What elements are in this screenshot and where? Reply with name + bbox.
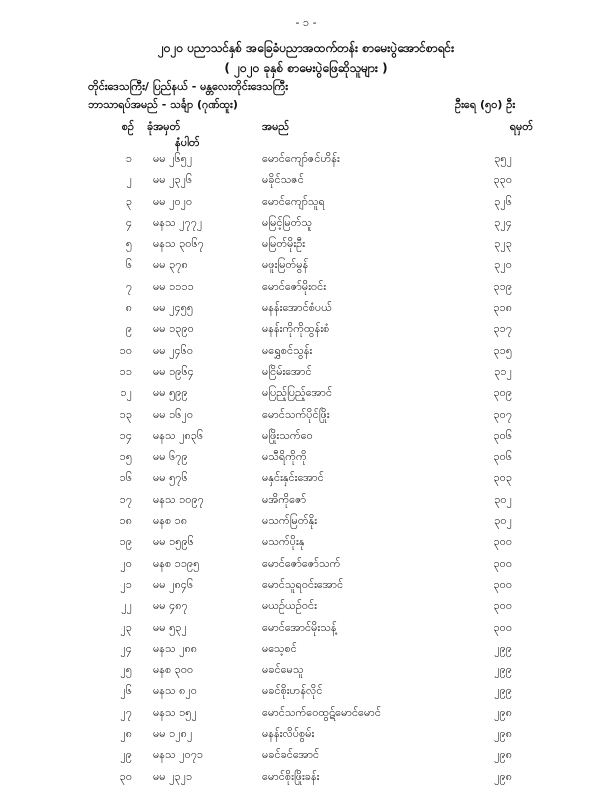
row-number: ၁၉ [119, 535, 132, 549]
table-row [0, 725, 612, 746]
roll-number: မမ ၁၁၁၁ [153, 279, 194, 293]
roll-number: မမ ၂၀၂၀ [153, 194, 193, 208]
row-number: ၁၃ [119, 407, 132, 421]
student-name: မနန်းအောင်စံပယ် [262, 301, 332, 315]
roll-number: မနစ ၁၁၉၅ [153, 556, 200, 570]
roll-number: မနသ ၂၀၇၁ [153, 748, 204, 762]
marks-value: ၃၅၂ [494, 152, 512, 165]
roll-number: မမ ၆၇၉ [153, 450, 188, 464]
table-row [0, 469, 612, 490]
marks-value: ၃၂၆ [494, 194, 512, 208]
marks-value: ၂၉၉ [494, 684, 512, 698]
row-number: ၆ [125, 258, 132, 272]
marks-value: ၃၀၂ [494, 514, 512, 528]
marks-value: ၃၁၇ [493, 322, 512, 336]
student-name: မမြတ်မိုးဦး [262, 237, 306, 251]
marks-value: ၂၉၉ [494, 641, 512, 655]
page-number: - ၁ - [295, 16, 317, 29]
student-name: မပြည့်ပြည့်အောင် [262, 386, 333, 400]
row-number: ၃၀ [119, 769, 132, 783]
table-row [0, 150, 612, 171]
student-name: မနှင်းနှင်းအောင် [262, 471, 324, 485]
student-name: မရွှေစင်သွန်း [262, 343, 313, 357]
marks-value: ၃၀၆ [493, 450, 512, 464]
student-name: မအိကိုဇော် [262, 492, 307, 506]
row-number: ၂ [126, 173, 132, 187]
roll-number: မနသ ၁၅၂ [153, 705, 197, 719]
marks-value: ၃၁၅ [493, 343, 512, 357]
row-number: ၂၄ [120, 641, 132, 655]
student-name: မခင်မေသူ [262, 663, 304, 677]
row-number: ၁၂ [120, 386, 132, 400]
student-name: မသက်ပိုးနု [262, 535, 305, 549]
table-row [0, 661, 612, 682]
table-row [0, 320, 612, 341]
table-row [0, 427, 612, 448]
marks-value: ၂၉၈ [494, 769, 512, 783]
table-row [0, 768, 612, 789]
document-subtitle: ( ၂၀၂၀ ခုနှစ် စာမေးပွဲဖြေဆိုသူများ ) [224, 61, 388, 75]
student-name: မောင်ဇော်ဇော်သက် [262, 556, 341, 570]
document-title: ၂၀၂၀ ပညာသင်နှစ် အခြေခံပညာအထက်တန်း စာမေးပွဲအောင်စာရင်း [157, 41, 455, 55]
student-name: မဖူးမြတ်မွန် [262, 258, 309, 272]
roll-number: မမ ၅၉၉ [153, 386, 188, 400]
column-header-name: အမည် [262, 120, 290, 133]
table-row [0, 640, 612, 661]
roll-number: မမ ၃၇၈ [153, 258, 188, 272]
table-row [0, 704, 612, 725]
table-row [0, 235, 612, 256]
marks-value: ၃၂၄ [494, 215, 512, 229]
table-row [0, 214, 612, 235]
table-row [0, 278, 612, 299]
roll-number: မမ ၁၉၆၄ [153, 364, 194, 378]
column-header-roll-sub: နံပါတ် [175, 136, 200, 149]
student-name: မောင်အောင်မိုးသန့် [262, 620, 337, 634]
roll-number: မနစ ၁၈ [153, 514, 188, 528]
roll-number: မနသ ၂၈၃၆ [153, 428, 204, 442]
marks-value: ၃၀၀ [493, 535, 512, 549]
table-row [0, 597, 612, 618]
roll-number: မမ ၅၇၆ [153, 471, 188, 485]
marks-value: ၃၀၆ [493, 428, 512, 442]
roll-number: မမ ၂၈၄၆ [153, 577, 194, 591]
student-name: မငြိမ်းအောင် [262, 364, 312, 378]
row-number: ၂၀ [120, 556, 132, 570]
marks-value: ၃၁၂ [494, 364, 512, 378]
roll-number: မနသ ၂၈၈ [153, 641, 198, 655]
subject-line: ဘာသာရပ်အမည် - သင်္ချာ (ဂုဏ်ထူး) [88, 98, 238, 111]
table-row [0, 448, 612, 469]
student-name: မယဉ်ယဉ်ဝင်း [262, 599, 317, 613]
row-number: ၂၅ [120, 663, 132, 677]
row-number: ၂၂ [121, 599, 132, 613]
row-number: ၇ [125, 279, 132, 293]
table-row [0, 406, 612, 427]
marks-value: ၃၀၀ [493, 599, 512, 613]
student-name: မနန်းကိုကိုထွန်းစံ [262, 322, 330, 336]
table-row [0, 256, 612, 277]
region-line: တိုင်းဒေသကြီး/ ပြည်နယ် - မန္တလေးတိုင်းဒေသကြီး [88, 80, 289, 93]
student-name: မခင်ခင်အောင် [262, 748, 320, 762]
row-number: ၈ [125, 301, 132, 315]
roll-number: မမ ၂၆၅၂ [153, 152, 193, 165]
roll-number: မနသ ၃၀၆၇ [153, 237, 204, 251]
table-row [0, 193, 612, 214]
table-row [0, 342, 612, 363]
column-header-roll: ခုံအမှတ် [147, 120, 181, 133]
roll-number: မမ ၂၃၂၁ [153, 769, 193, 783]
row-number: ၅ [125, 237, 132, 251]
roll-number: မမ ၂၄၆၀ [153, 343, 194, 357]
marks-value: ၃၁၈ [493, 301, 512, 315]
roll-number: မမ ၄၈၇ [153, 599, 188, 613]
row-number: ၁၀ [119, 343, 132, 357]
row-number: ၂၃ [120, 620, 132, 634]
table-row [0, 491, 612, 512]
table-row [0, 512, 612, 533]
marks-value: ၃၀၇ [493, 407, 512, 421]
table-row [0, 299, 612, 320]
marks-value: ၂၉၈ [494, 748, 512, 762]
roll-number: မနသ ၁၀၉၇ [153, 492, 204, 506]
student-name: မနန်းလိပ်စွမ်း [262, 727, 315, 741]
count-line: ဦးရေ (၅၀) ဦး [455, 98, 516, 111]
student-name: မောင်ကျော်ဇင်ဟိန်း [262, 152, 340, 165]
roll-number: မနသ ၈၂၀ [153, 684, 197, 698]
column-header-no: စဉ် [121, 120, 134, 133]
row-number: ၄ [125, 215, 132, 229]
student-name: မခင်စိုးဟန်လိုင် [262, 684, 323, 698]
row-number: ၂၁ [120, 577, 132, 591]
marks-value: ၂၉၈ [494, 705, 512, 719]
row-number: ၂၈ [120, 727, 132, 741]
table-row [0, 619, 612, 640]
table-row [0, 363, 612, 384]
marks-value: ၃၂၃ [494, 237, 512, 251]
row-number: ၂၉ [120, 748, 132, 762]
roll-number: မနသ ၂၇၇၂ [153, 215, 203, 229]
table-row [0, 555, 612, 576]
roll-number: မမ ၅၃၂ [153, 620, 187, 634]
roll-number: မမ ၁၂၈၂ [153, 727, 193, 741]
marks-value: ၃၁၉ [493, 279, 512, 293]
student-name: မောင်စိုးဖြိုးခန်း [262, 769, 320, 783]
row-number: ၁၁ [119, 364, 132, 378]
student-name: မောင်သက်ဝေထွဋ်မောင်မောင် [262, 705, 381, 719]
row-number: ၁၈ [119, 514, 132, 528]
table-row [0, 171, 612, 192]
row-number: ၁၇ [119, 492, 132, 506]
row-number: ၂၇ [120, 705, 132, 719]
student-name: မောင်သက်ပိုင်ဖြိုး [262, 407, 330, 421]
marks-value: ၃၃၀ [493, 173, 512, 187]
roll-number: မမ ၂၃၂၆ [153, 173, 193, 187]
marks-value: ၃၀၀ [493, 556, 512, 570]
marks-value: ၂၉၈ [494, 727, 512, 741]
table-row [0, 384, 612, 405]
student-name: မဖြိုးသက်ဝေ [262, 428, 313, 442]
table-row [0, 533, 612, 554]
student-name: မမြင့်မြတ်သူ [262, 215, 312, 229]
roll-number: မနစ ၃၀၀ [153, 663, 194, 677]
student-name: မောင်သူရဝင်းအောင် [262, 577, 344, 591]
row-number: ၂၆ [120, 684, 132, 698]
student-name: မသေ့စင် [262, 641, 297, 655]
student-name: မောင်ကျော်သူရ [262, 194, 325, 208]
roll-number: မမ ၁၅၉၆ [153, 535, 194, 549]
marks-value: ၃၀၀ [493, 577, 512, 591]
table-row [0, 746, 612, 767]
marks-value: ၃၀၂ [494, 492, 512, 506]
row-number: ၁၆ [119, 471, 132, 485]
row-number: ၁၄ [119, 428, 132, 442]
row-number: ၁၅ [119, 450, 132, 464]
table-row [0, 576, 612, 597]
roll-number: မမ ၁၃၉၀ [153, 322, 194, 336]
row-number: ၃ [125, 194, 132, 208]
student-name: မောင်ဇော်မိုးဝင်း [262, 279, 327, 293]
student-name: မသက်မြတ်နိုး [262, 514, 317, 528]
results-table [0, 150, 612, 789]
marks-value: ၃၀၃ [493, 471, 512, 485]
marks-value: ၃၀၉ [493, 386, 512, 400]
student-name: မသီရိကိုကို [262, 450, 307, 464]
marks-value: ၃၀၀ [493, 620, 512, 634]
roll-number: မမ ၂၄၅၅ [153, 301, 194, 315]
table-row [0, 682, 612, 703]
student-name: မခိုင်သဇင် [262, 173, 304, 187]
column-header-marks: ရမှတ် [509, 120, 533, 133]
marks-value: ၂၉၉ [494, 663, 512, 677]
roll-number: မမ ၁၆၂၀ [153, 407, 194, 421]
row-number: ၁ [125, 152, 132, 165]
row-number: ၉ [125, 322, 132, 336]
marks-value: ၃၂၀ [494, 258, 512, 272]
